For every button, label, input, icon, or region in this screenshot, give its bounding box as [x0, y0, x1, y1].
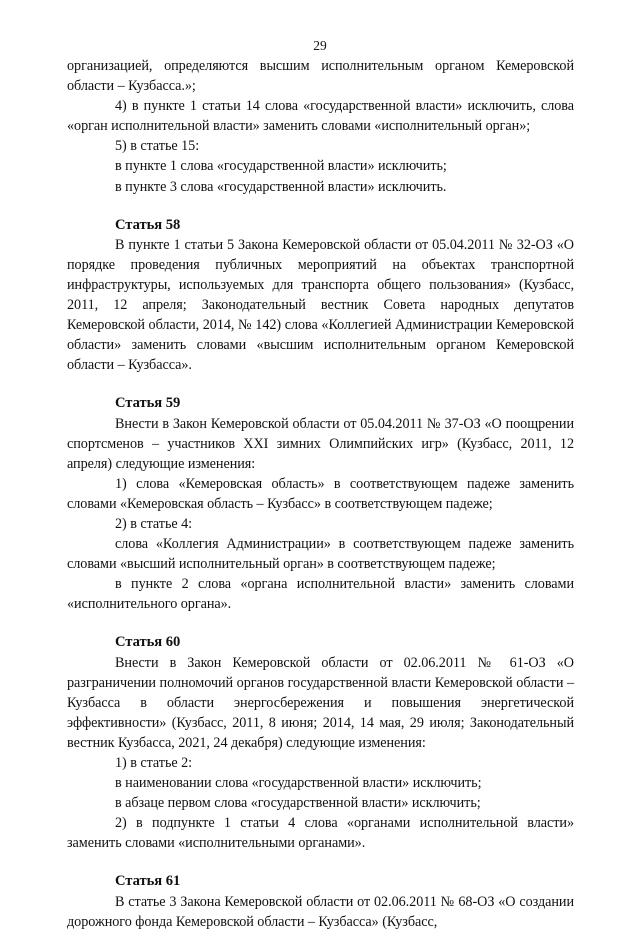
article-heading: Статья 60	[115, 634, 181, 651]
article-heading: Статья 59	[115, 395, 181, 412]
paragraph: в пункте 1 слова «государственной власти» исключить;	[115, 158, 447, 175]
paragraph: 1) слова «Кемеровская область» в соответствующем падеже заменить словами «Кемеровская область – Кузбасс» в соответствующем падеже;	[67, 475, 574, 512]
paragraph: 5) в статье 15:	[115, 138, 200, 155]
paragraph: в пункте 3 слова «государственной власти» исключить.	[115, 178, 447, 195]
paragraph: В статье 3 Закона Кемеровской области от 02.06.2011 № 68-ОЗ «О создании дорожного фонда Кемеровской области – Кузбасса» (Кузбасс,	[67, 893, 574, 930]
paragraph: в наименовании слова «государственной власти» исключить;	[115, 775, 482, 792]
article-heading: Статья 58	[115, 216, 181, 233]
paragraph: в пункте 2 слова «органа исполнительной власти» заменить словами «исполнительного органа».	[67, 576, 574, 613]
paragraph: В пункте 1 статьи 5 Закона Кемеровской области от 05.04.2011 № 32-ОЗ «О порядке проведения публичных мероприятий на объектах транспортной инфраструктуры, используемых для транспорта общего пользования» (Кузбасс, 2011, 12 апреля; Законодательный вестник Совета народных депутатов Кемеровской области, 2014, № 142) слова «Коллегией Администрации Кемеровской области» заменить словами «высшим исполнительным органом Кемеровской области – Кузбасса».	[67, 236, 574, 374]
paragraph: 2) в статье 4:	[115, 515, 193, 532]
paragraph: 4) в пункте 1 статьи 14 слова «государственной власти» исключить, слова «орган исполнительной власти» заменить словами «исполнительный орган»;	[67, 98, 574, 135]
paragraph: в абзаце первом слова «государственной власти» исключить;	[115, 795, 481, 812]
document-body	[67, 56, 574, 932]
paragraph: организацией, определяются высшим исполнительным органом Кемеровской области – Кузбасса.»;	[67, 58, 574, 95]
paragraph: 2) в подпункте 1 статьи 4 слова «органами исполнительной власти» заменить словами «исполнительными органами».	[67, 815, 574, 852]
article-heading: Статья 61	[115, 873, 181, 890]
paragraph: Внести в Закон Кемеровской области от 05.04.2011 № 37-ОЗ «О поощрении спортсменов – участников XXI зимних Олимпийских игр» (Кузбасс, 2011, 12 апреля) следующие изменения:	[67, 415, 574, 472]
paragraph: слова «Коллегия Администрации» в соответствующем падеже заменить словами «высший исполнительный орган» в соответствующем падеже;	[67, 536, 574, 573]
paragraph: Внести в Закон Кемеровской области от 02.06.2011 № 61-ОЗ «О разграничении полномочий органов государственной власти Кемеровской области – Кузбасса в области энергосбережения и повышения энергетической эффективности» (Кузбасс, 2011, 8 июня; 2014, 14 мая, 29 июля; Законодательный вестник Кузбасса, 2021, 24 декабря) следующие изменения:	[67, 654, 574, 751]
page-number: 29	[313, 38, 327, 53]
paragraph: 1) в статье 2:	[115, 755, 193, 771]
